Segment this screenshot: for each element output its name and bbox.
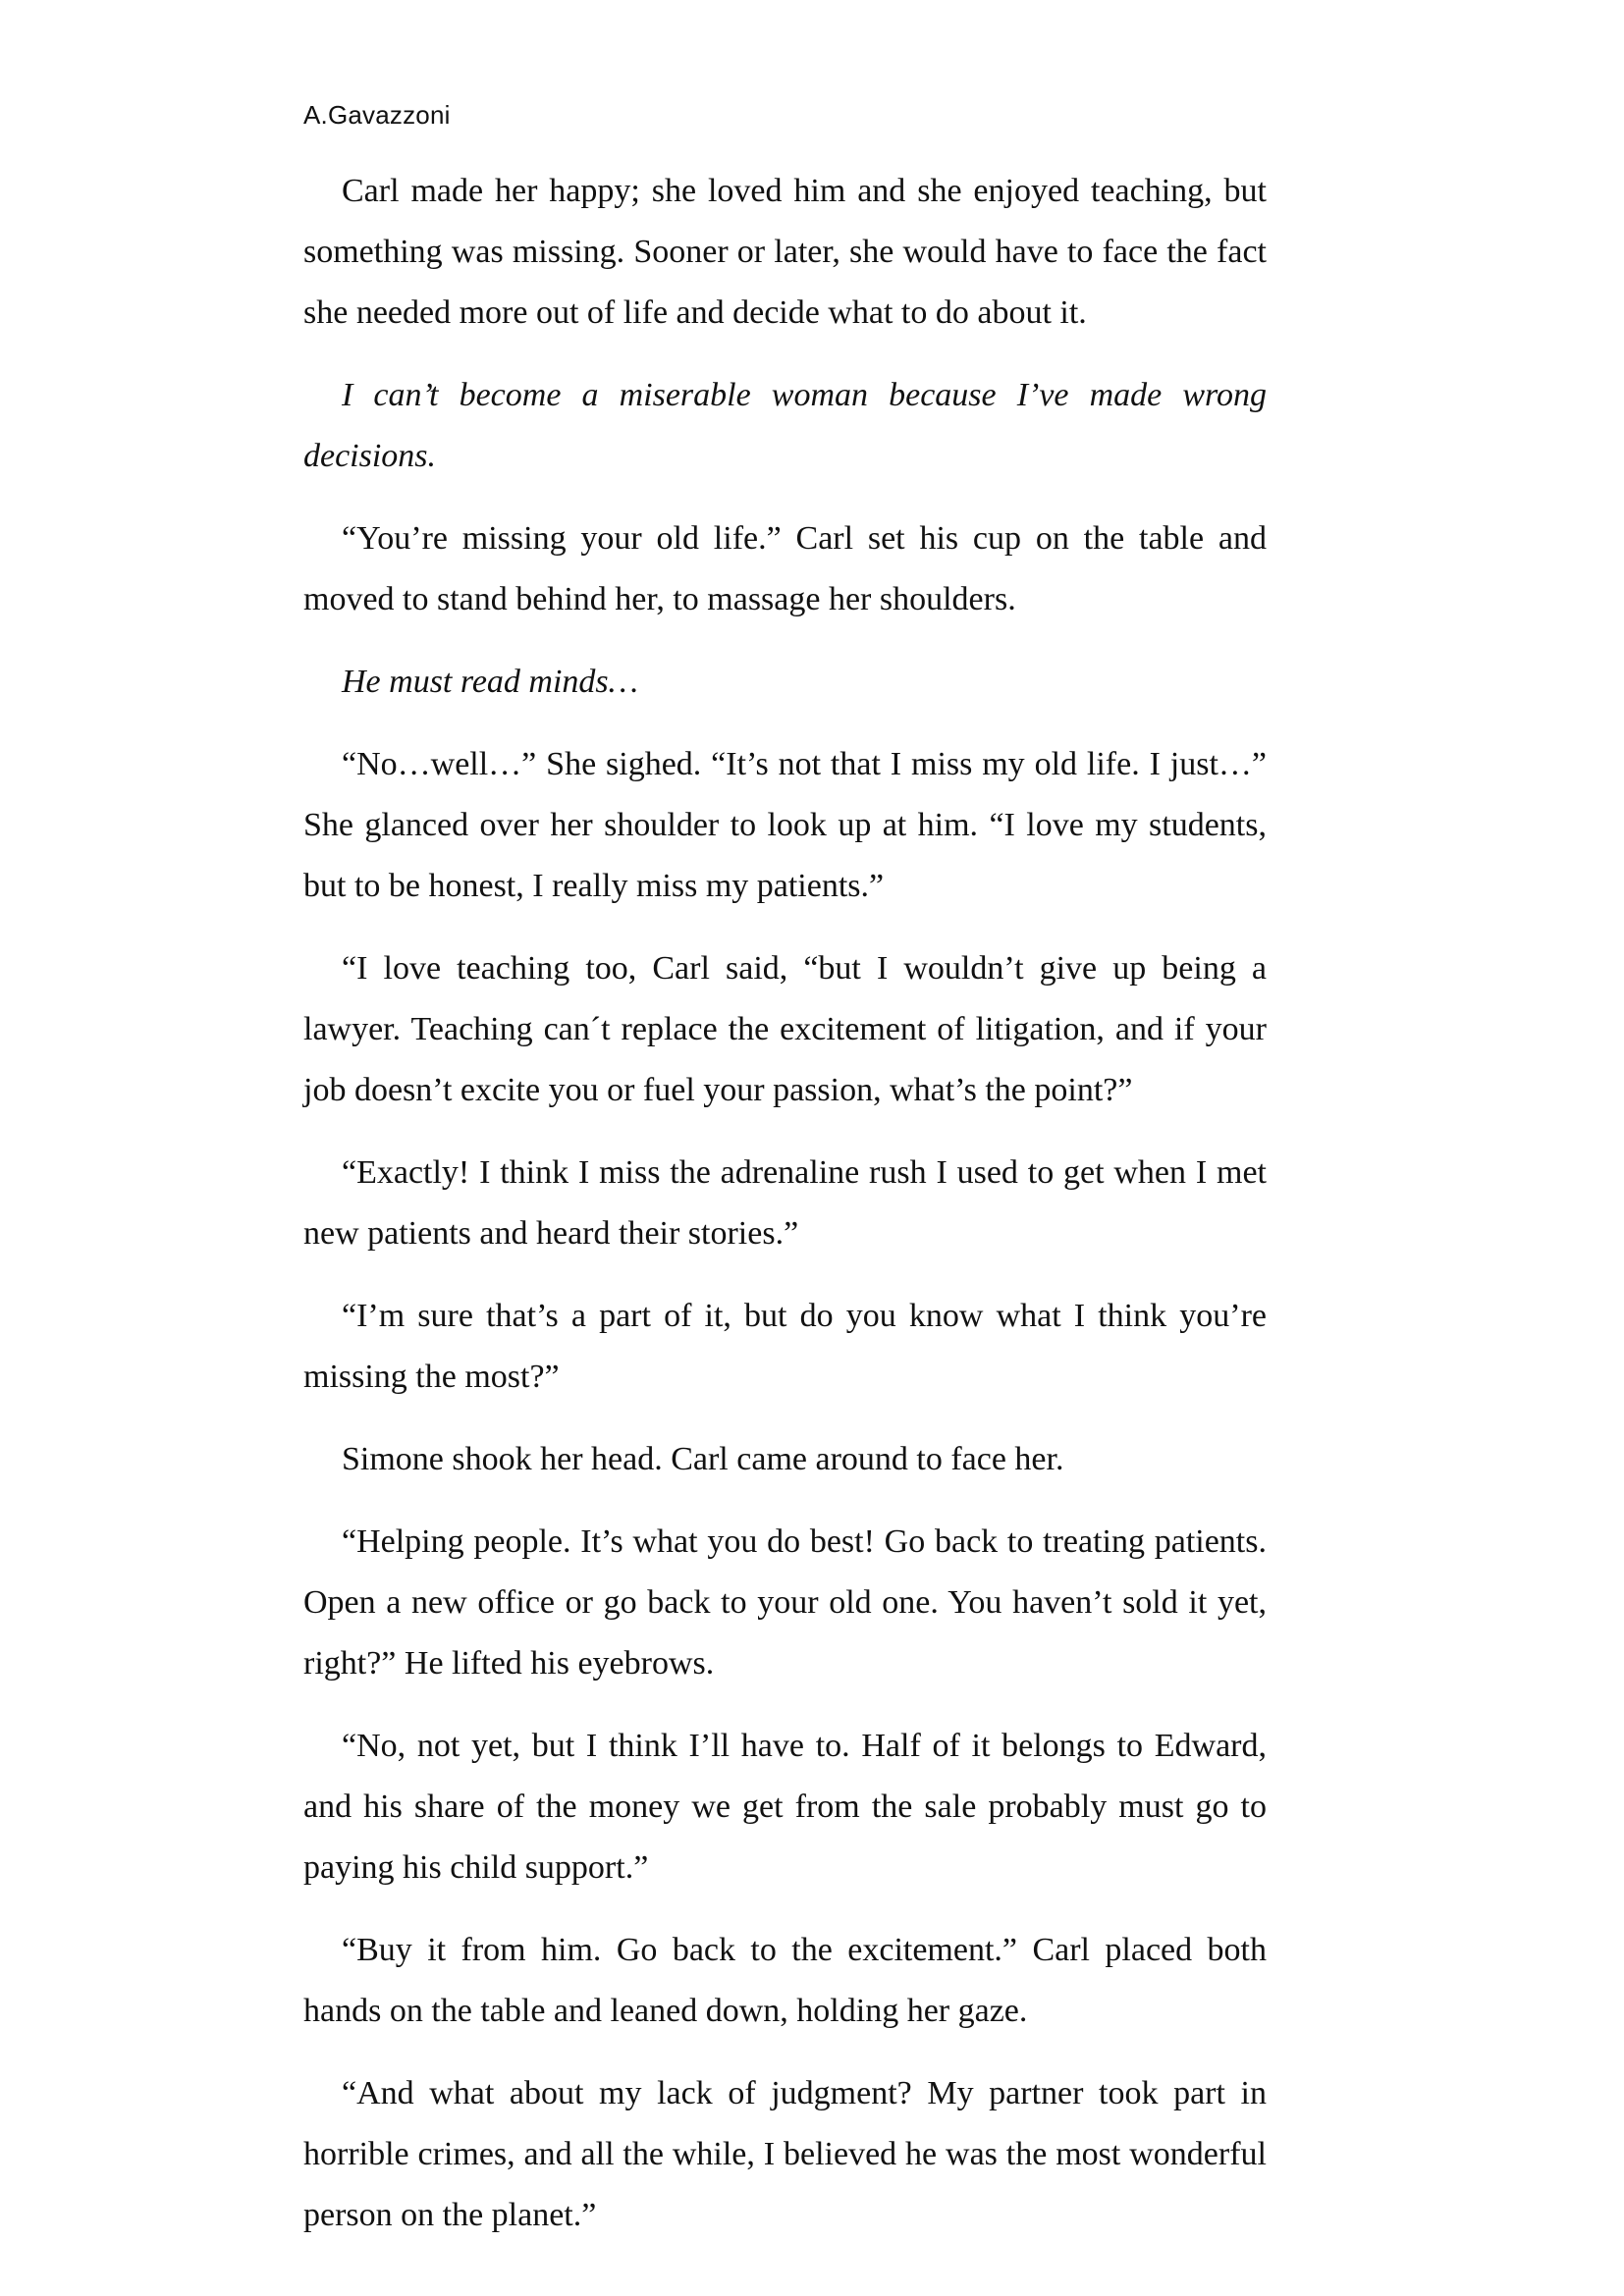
paragraph: “Exactly! I think I miss the adrenaline rush I used to get when I met new patients and heard their stories.” [303,1154,1267,1252]
paragraph: “You’re missing your old life.” Carl set his cup on the table and moved to stand behind her, to massage her shoulders. [303,520,1267,617]
paragraph: Carl made her happy; she loved him and she enjoyed teaching, but something was missing. Sooner or later, she would have to face the fact she needed more out of life and decide what to do about it. [303,173,1267,331]
paragraph: “And what about my lack of judgment? My partner took part in horrible crimes, and all the while, I believed he was the most wonderful person on the planet.” [303,2075,1267,2233]
paragraph: “No…well…” She sighed. “It’s not that I miss my old life. I just…” She glanced over her shoulder to look up at him. “I love my students, but to be honest, I really miss my patients.” [303,746,1267,904]
paragraph: “Helping people. It’s what you do best! Go back to treating patients. Open a new office or go back to your old one. You haven’t sold it yet, right?” He lifted his eyebrows. [303,1523,1267,1682]
paragraph: “No, not yet, but I think I’ll have to. Half of it belongs to Edward, and his share of the money we get from the sale probably must go to paying his child support.” [303,1728,1267,1886]
paragraph-inner-thought: He must read minds… [342,664,638,700]
paragraph: Simone shook her head. Carl came around to face her. [342,1441,1064,1477]
paragraph: “I’m sure that’s a part of it, but do you know what I think you’re missing the most?” [303,1298,1267,1395]
paragraph: “Buy it from him. Go back to the excitement.” Carl placed both hands on the table and leaned down, holding her gaze. [303,1932,1267,2029]
body-text [303,161,1267,2268]
paragraph-inner-thought: I can’t become a miserable woman because I’ve made wrong decisions. [303,377,1267,474]
running-header-author: A.Gavazzoni [303,100,451,130]
paragraph: “I love teaching too, Carl said, “but I wouldn’t give up being a lawyer. Teaching can´t replace the excitement of litigation, and if your job doesn’t excite you or fuel your passion, what’s the point?” [303,950,1267,1108]
